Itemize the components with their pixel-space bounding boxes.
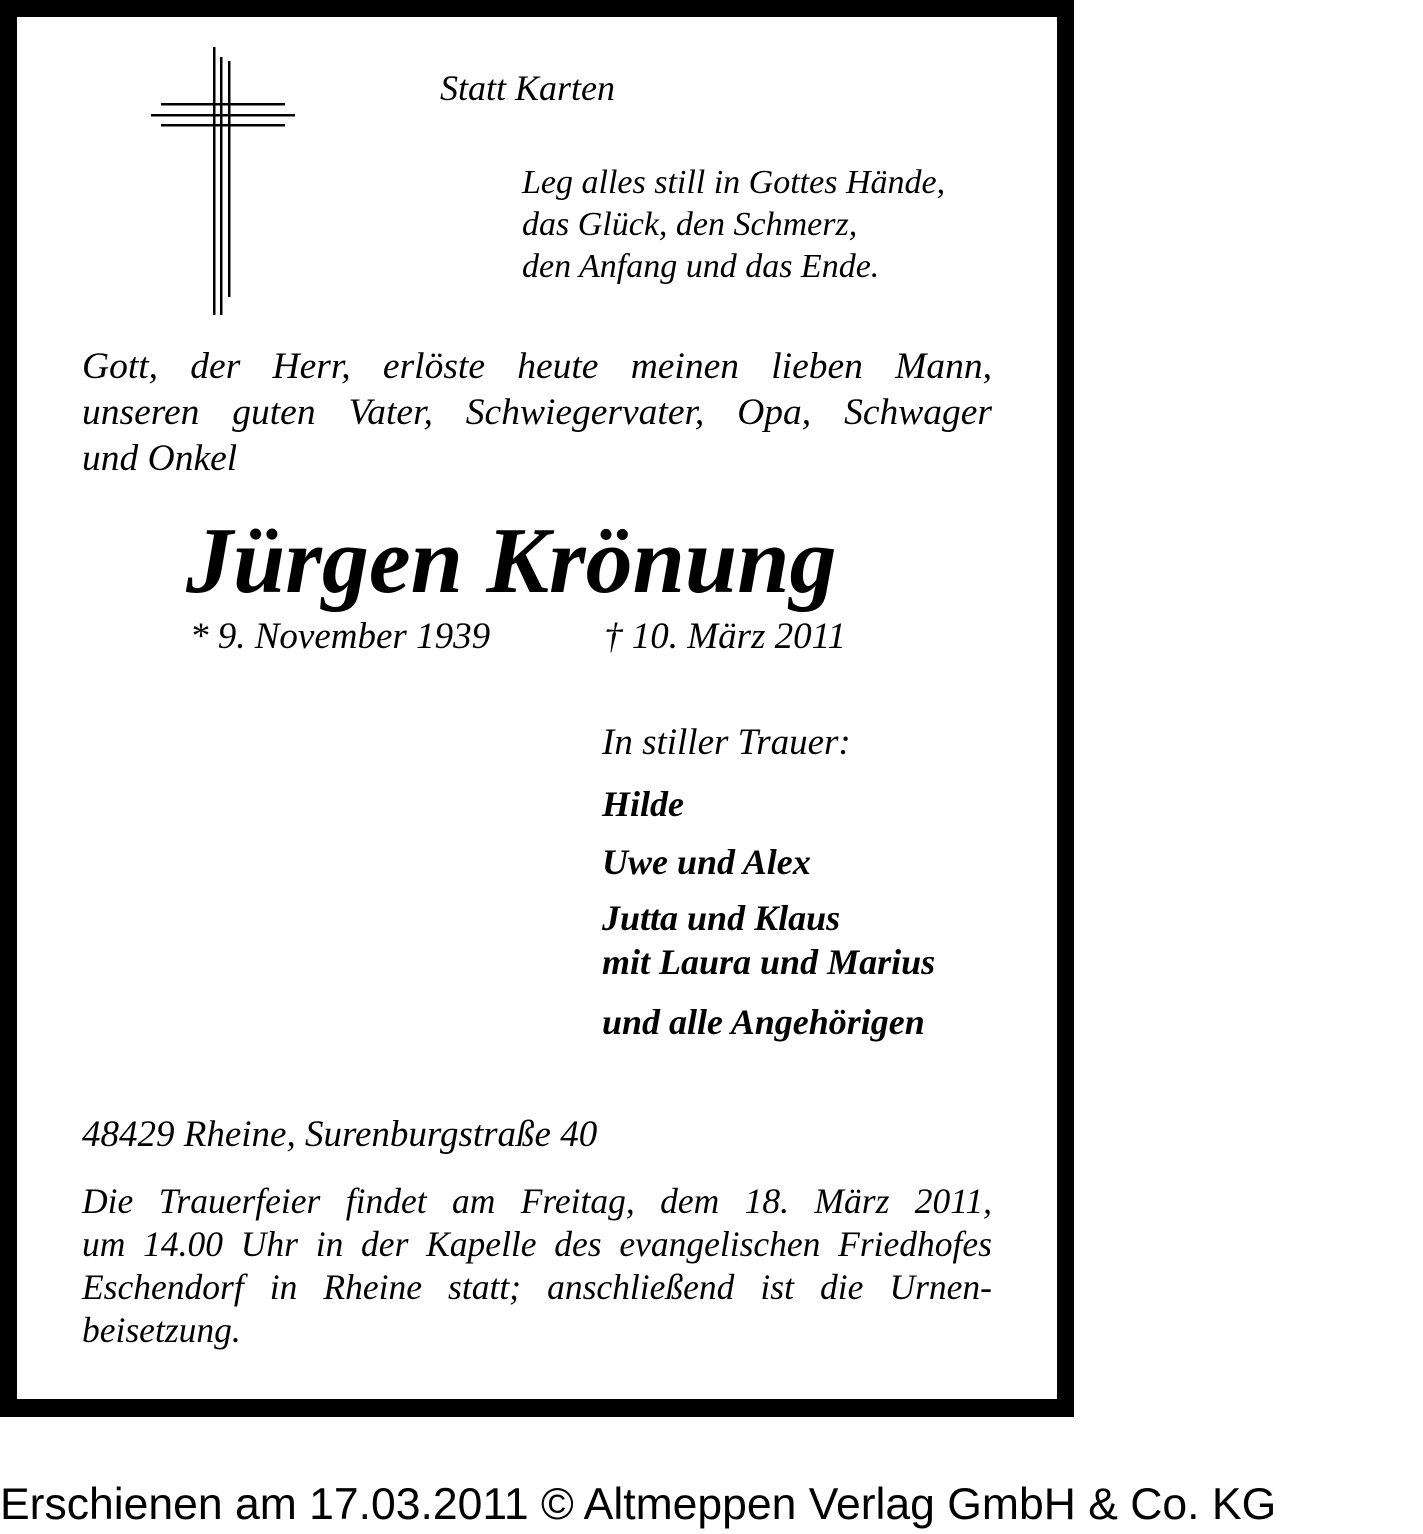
ceremony-line: Eschendorf in Rheine statt; anschließend ist die Urnen- [82, 1267, 992, 1307]
ceremony-text [82, 1180, 992, 1352]
birth-date: * 9. November 1939 [190, 616, 491, 657]
family-member: und alle Angehörigen [602, 1002, 925, 1042]
intro-line: unseren guten Vater, Schwiegervater, Opa, Schwager [82, 392, 992, 433]
intro-line: Gott, der Herr, erlöste heute meinen lieben Mann, [82, 346, 992, 387]
intro-line: und Onkel [82, 438, 238, 479]
family-member: mit Laura und Marius [602, 942, 936, 982]
verse-line: den Anfang und das Ende. [522, 248, 880, 285]
statt-karten-header: Statt Karten [440, 68, 616, 108]
ceremony-line: beisetzung. [82, 1310, 241, 1350]
ceremony-line: Die Trauerfeier findet am Freitag, dem 18. März 2011, [82, 1181, 992, 1221]
family-member: Jutta und Klaus [602, 898, 841, 938]
mourning-label: In stiller Trauer: [602, 722, 851, 763]
publication-footer: Erschienen am 17.03.2011 © Altmeppen Verlag GmbH & Co. KG [0, 1480, 1277, 1529]
address: 48429 Rheine, Surenburgstraße 40 [82, 1114, 598, 1155]
verse-line: das Glück, den Schmerz, [522, 206, 858, 243]
deceased-name: Jürgen Krönung [186, 509, 837, 613]
family-member: Hilde [602, 784, 684, 824]
intro-text [82, 344, 992, 482]
family-member: Uwe und Alex [602, 842, 811, 882]
verse-block [522, 162, 945, 288]
cross-icon [151, 47, 295, 315]
ceremony-line: um 14.00 Uhr in der Kapelle des evangelischen Friedhofes [82, 1224, 992, 1264]
verse-line: Leg alles still in Gottes Hände, [522, 164, 946, 201]
death-date: † 10. März 2011 [604, 616, 846, 657]
